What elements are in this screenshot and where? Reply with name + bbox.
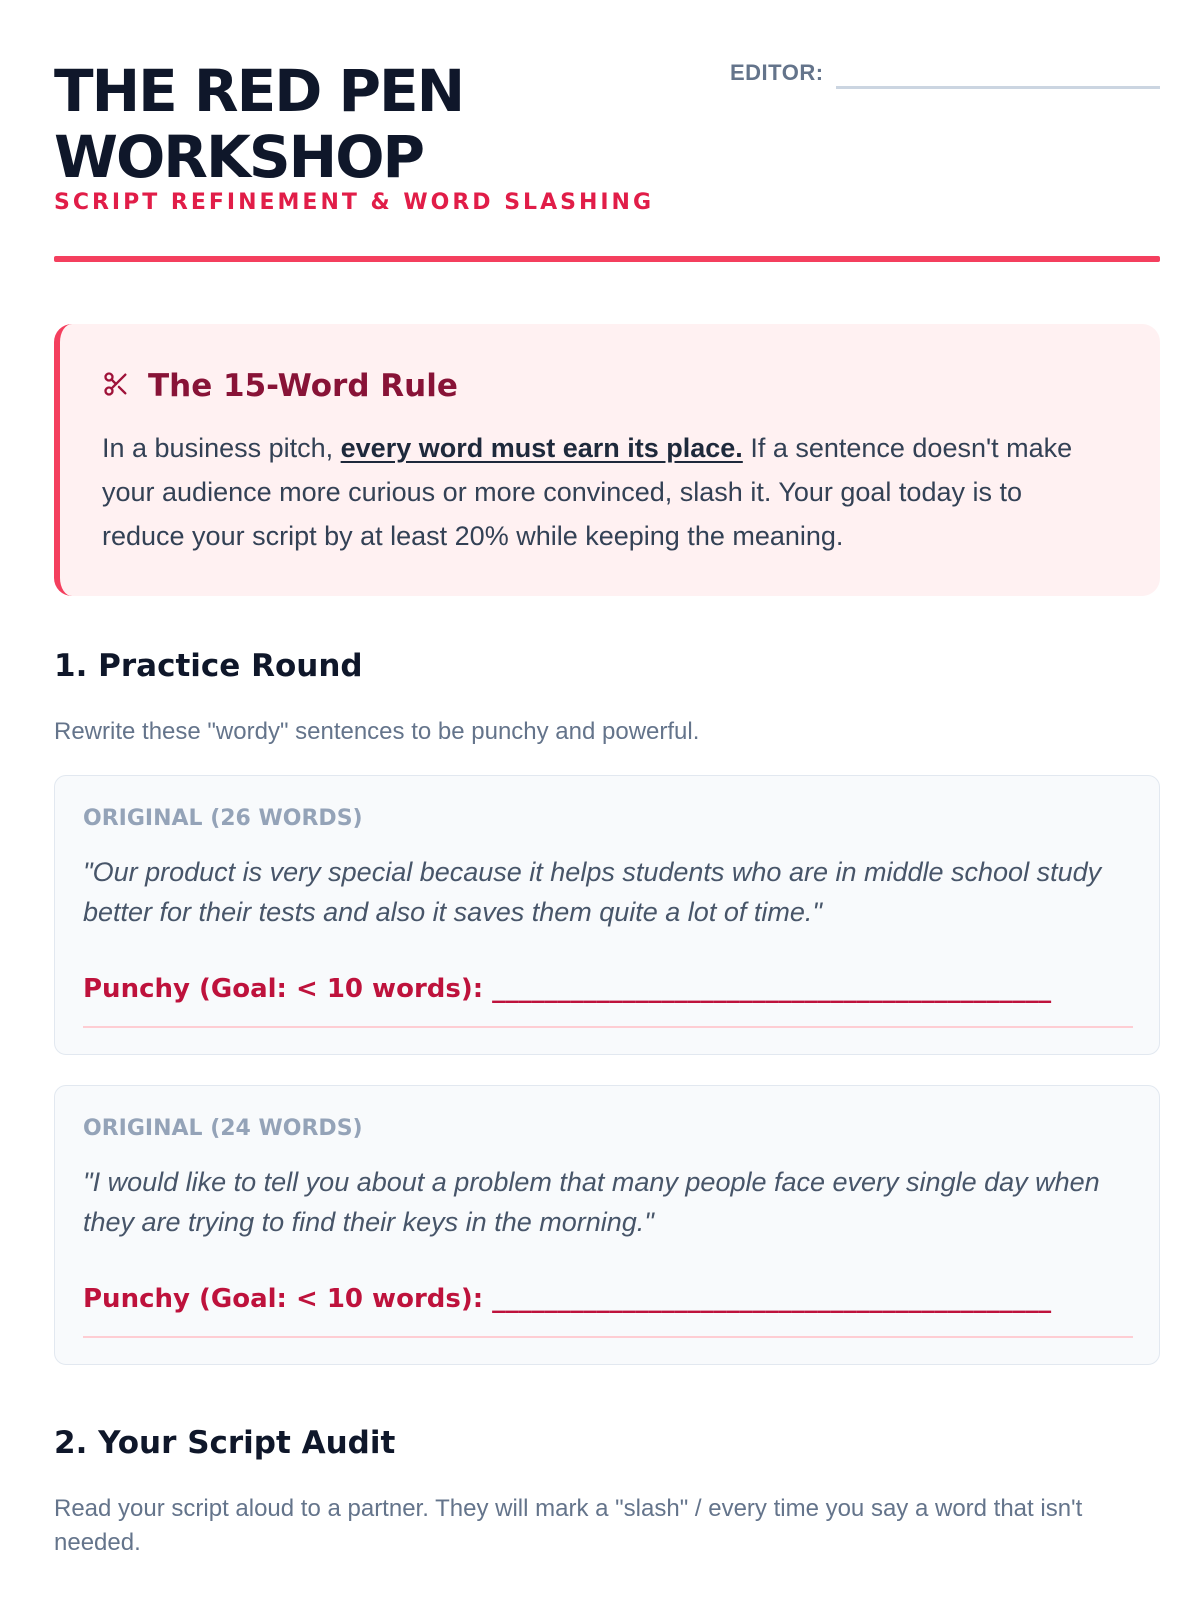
exercise-original-label: ORIGINAL (26 WORDS): [83, 806, 363, 831]
rule-callout: [54, 324, 1160, 596]
exercise-answer-field[interactable]: [83, 1336, 1133, 1338]
callout-body: [102, 426, 1112, 558]
scissors-icon: [102, 370, 130, 403]
exercise-original-quote: "Our product is very special because it helps students who are in middle school study better for their tests and also it saves them quite a lot of time.": [83, 857, 1102, 927]
page-title: THE RED PEN WORKSHOP: [54, 57, 464, 191]
worksheet-header: [54, 58, 1160, 268]
header-divider: [54, 256, 1160, 262]
callout-body-rest: If a sentence doesn't make your audience more curious or more convinced, slash it. Your goal today is to reduce your script by at least 20% while keeping the meaning.: [102, 433, 1073, 551]
callout-header: [102, 368, 458, 404]
section-practice-title: 1. Practice Round: [54, 648, 363, 684]
callout-title: The 15-Word Rule: [148, 368, 458, 404]
exercise-goal-label: Punchy (Goal: < 10 words): ___________________________________________: [83, 974, 1052, 1004]
exercise-card: [54, 1085, 1160, 1365]
exercise-original-label: ORIGINAL (24 WORDS): [83, 1116, 363, 1141]
editor-name-field[interactable]: [836, 86, 1160, 89]
callout-body-emphasis: every word must earn its place.: [340, 433, 743, 463]
section-practice-description: Rewrite these "wordy" sentences to be punchy and powerful.: [54, 718, 700, 745]
exercise-original-quote: "I would like to tell you about a problem that many people face every single day when they are trying to find their keys in the morning.": [83, 1167, 1100, 1237]
exercise-answer-field[interactable]: [83, 1026, 1133, 1028]
editor-label: EDITOR:: [730, 60, 824, 85]
exercise-goal-label: Punchy (Goal: < 10 words): ___________________________________________: [83, 1284, 1052, 1314]
page-subtitle: SCRIPT REFINEMENT & WORD SLASHING: [54, 190, 655, 215]
section-audit-title: 2. Your Script Audit: [54, 1425, 396, 1461]
callout-body-intro: In a business pitch,: [102, 433, 341, 463]
exercise-card: [54, 775, 1160, 1055]
section-audit-description: Read your script aloud to a partner. They will mark a "slash" / every time you say a word that isn't needed.: [54, 1495, 1083, 1556]
